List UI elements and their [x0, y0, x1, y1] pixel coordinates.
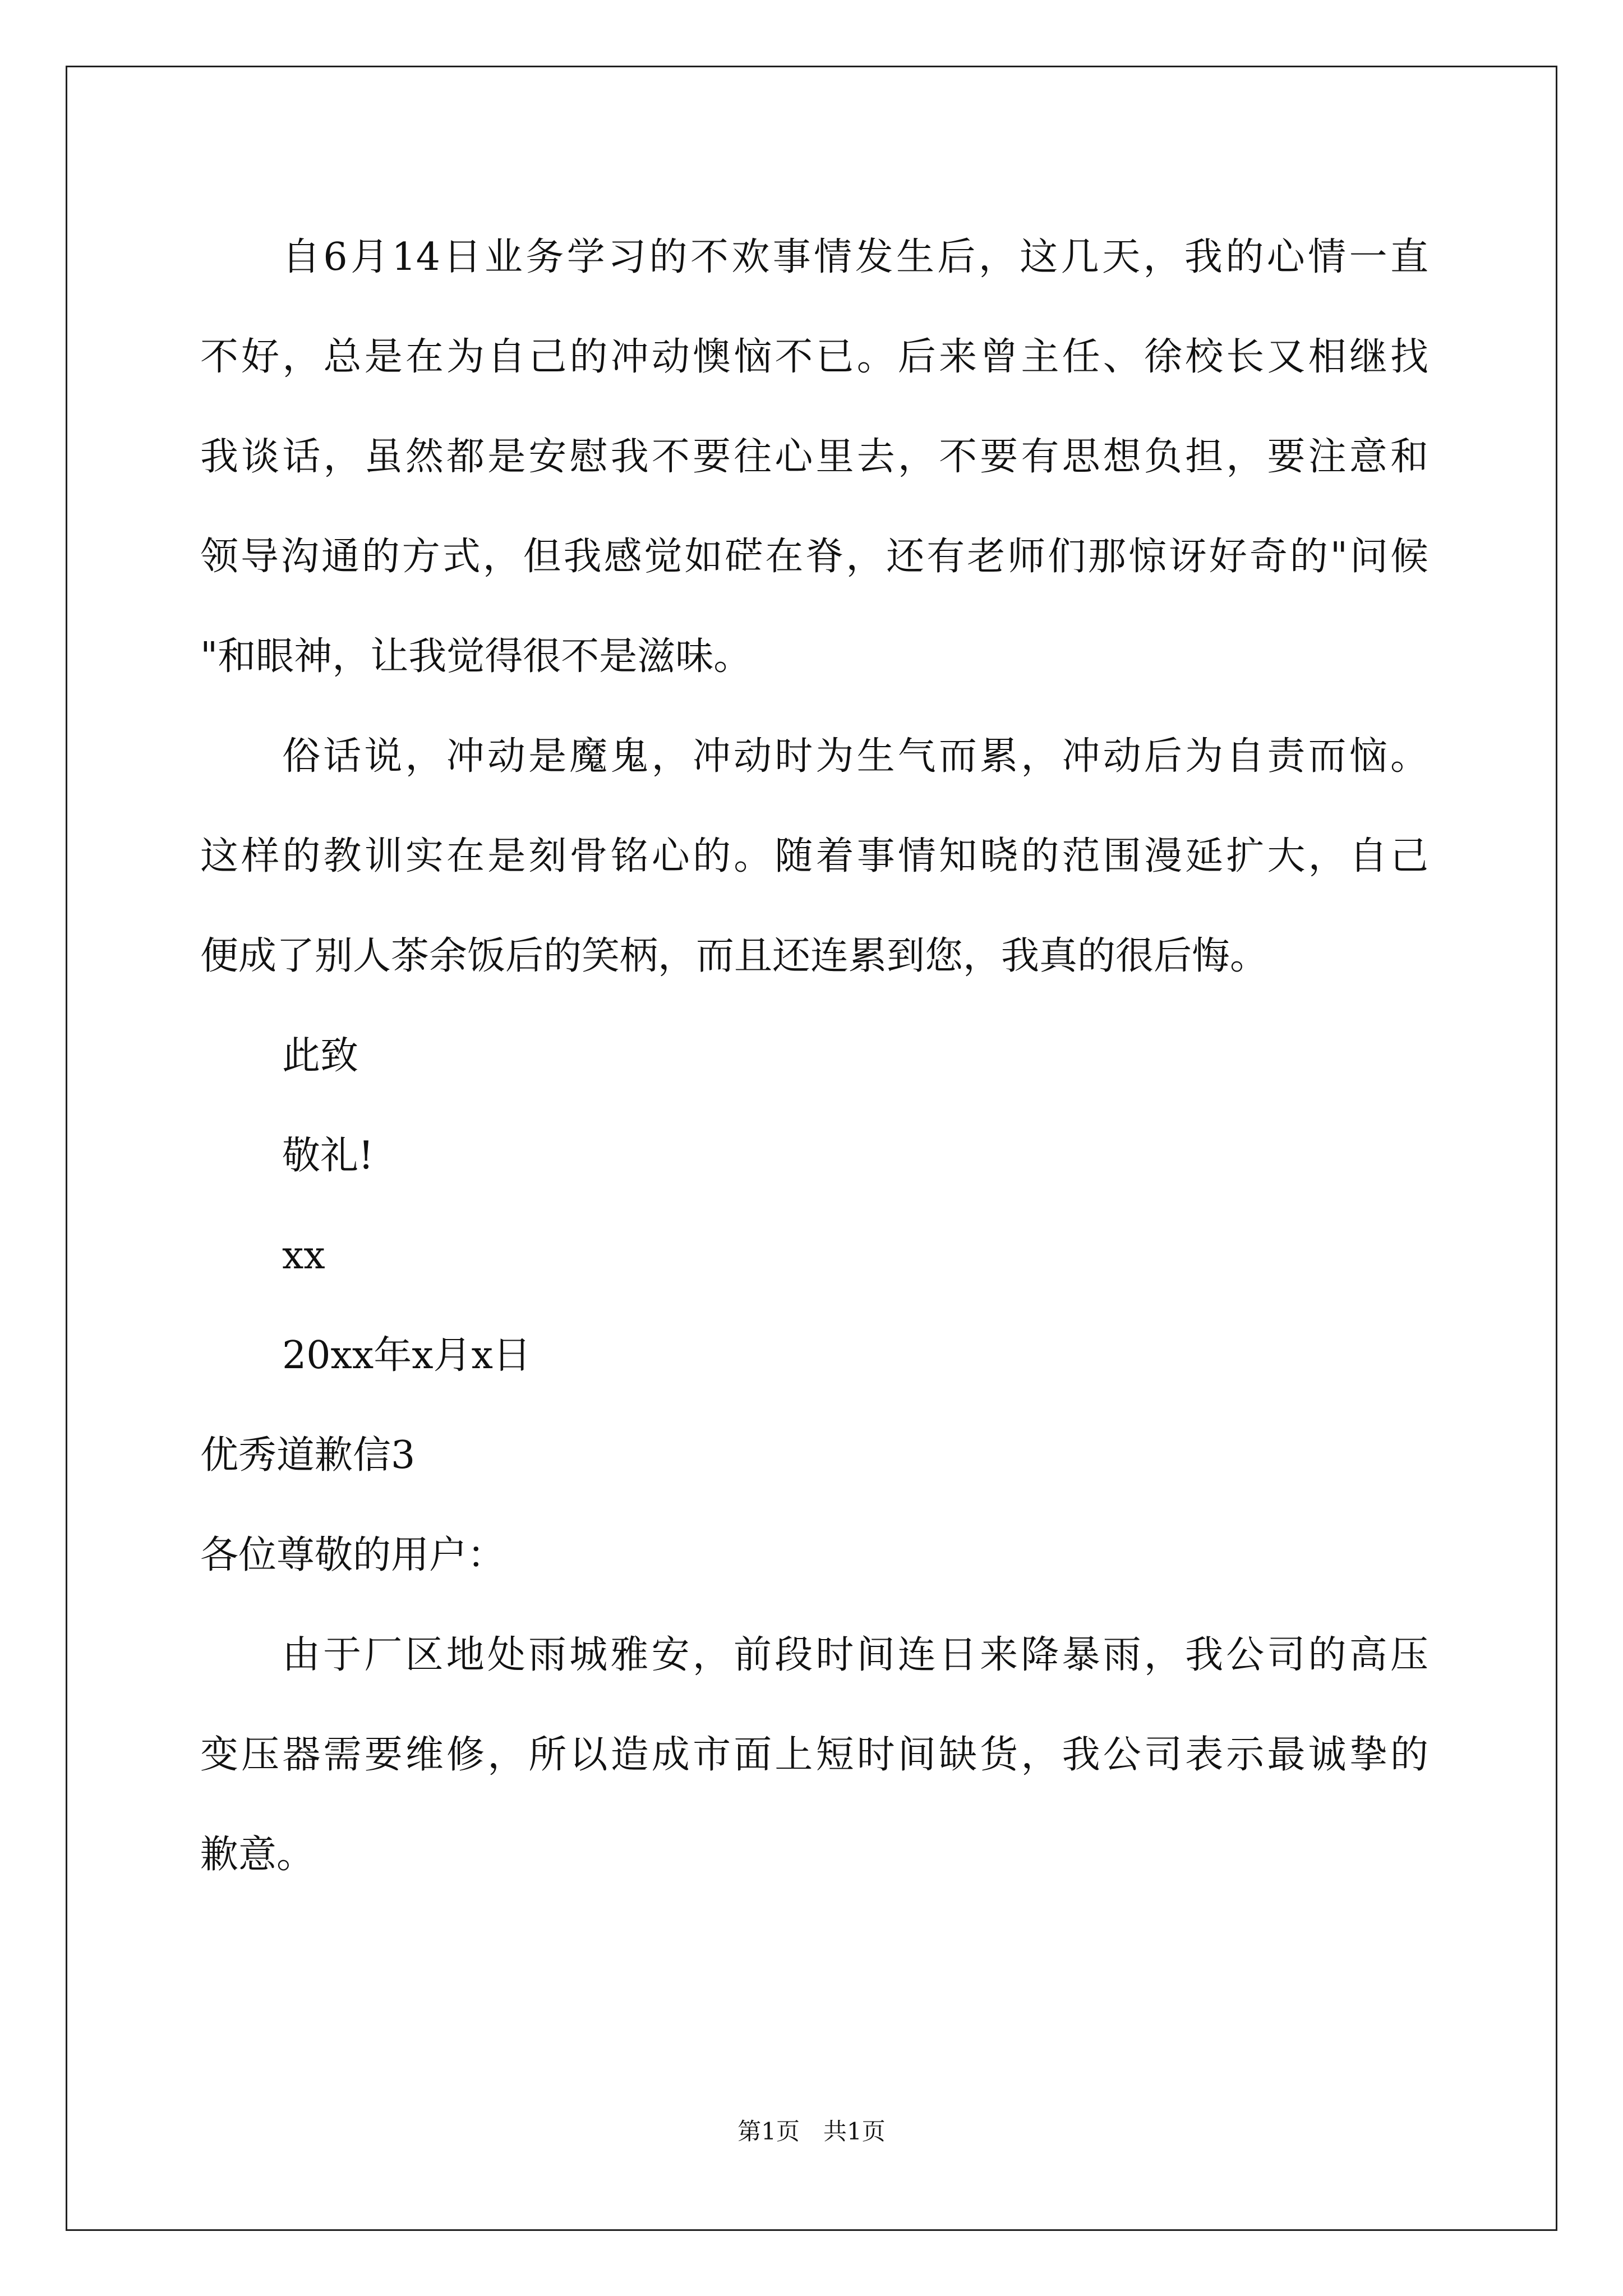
text-line: 由于厂区地处雨城雅安，前段时间连日来降暴雨，我公司的高压: [282, 1633, 1428, 1677]
date: 20xx年x月x日: [282, 1333, 531, 1378]
section-title: 优秀道歉信3: [200, 1433, 416, 1478]
paragraph-2: [200, 707, 1428, 1006]
text-line: 便成了别人茶余饭后的笑柄，而且还连累到您，我真的很后悔。: [200, 934, 1269, 978]
closing-salutation: 此致: [282, 1034, 359, 1078]
signature: xx: [282, 1234, 325, 1278]
text-line: 变压器需要维修，所以造成市面上短时间缺货，我公司表示最诚挚的: [200, 1733, 1428, 1777]
text-line: 歉意。: [200, 1833, 315, 1877]
text-line: 自6月14日业务学习的不欢事情发生后，这几天，我的心情一直: [282, 235, 1428, 279]
text-line: 我谈话，虽然都是安慰我不要往心里去，不要有思想负担，要注意和: [200, 435, 1428, 479]
text-line: 俗话说，冲动是魔鬼，冲动时为生气而累，冲动后为自责而恼。: [282, 734, 1428, 779]
paragraph-1: [200, 208, 1428, 707]
closing-regards: 敬礼!: [282, 1134, 374, 1178]
text-line: 这样的教训实在是刻骨铭心的。随着事情知晓的范围漫延扩大，自己: [200, 834, 1428, 878]
paragraph-3: [200, 1605, 1428, 1905]
text-line: "和眼神，让我觉得很不是滋味。: [200, 634, 752, 679]
text-line: 不好，总是在为自己的冲动懊恼不已。后来曾主任、徐校长又相继找: [200, 335, 1428, 379]
document-body: [200, 208, 1428, 1905]
text-line: 领导沟通的方式，但我感觉如硭在脊，还有老师们那惊讶好奇的"问候: [200, 535, 1428, 579]
greeting: 各位尊敬的用户：: [200, 1533, 506, 1577]
page-footer: 第1页 共1页: [737, 2118, 886, 2145]
